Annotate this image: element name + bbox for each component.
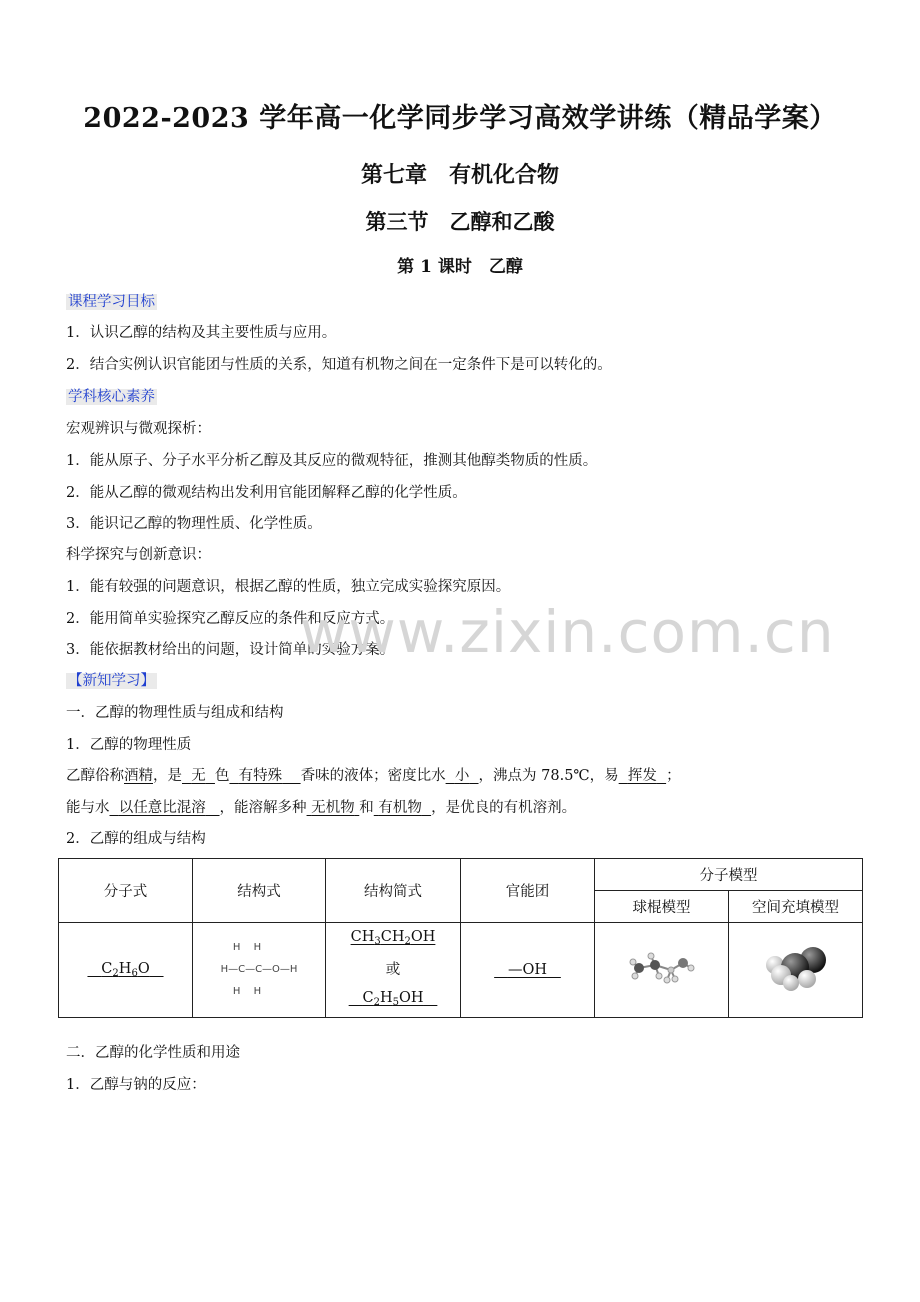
science-item: 1．能有较强的问题意识，根据乙醇的性质，独立完成实验探究原因。: [66, 579, 511, 595]
answer-smell: 有特殊: [238, 768, 283, 784]
section-title: 第三节 乙醇和乙酸: [365, 209, 555, 234]
chapter-title: 第七章 有机化合物: [360, 162, 559, 188]
science-item: 2．能用简单实验探究乙醇反应的条件和反应方式。: [66, 611, 395, 627]
answer-inorganic: 无机物: [311, 800, 355, 816]
header-formula: 分子式: [59, 859, 193, 923]
cell-functional: —OH: [461, 923, 595, 1018]
composition-title: 2．乙醇的组成与结构: [66, 831, 206, 847]
goal-item: 2．结合实例认识官能团与性质的关系，知道有机物之间在一定条件下是可以转化的。: [66, 357, 612, 373]
header-ball-stick: 球棍模型: [595, 891, 729, 923]
part2-title: 二．乙醇的化学性质和用途: [66, 1045, 240, 1061]
goal-item: 1．认识乙醇的结构及其主要性质与应用。: [66, 325, 337, 341]
cell-space-fill: [729, 923, 863, 1018]
ball-stick-model-image: [627, 948, 697, 988]
physical-props-title: 1．乙醇的物理性质: [66, 737, 192, 753]
goals-heading: 课程学习目标: [68, 294, 155, 310]
answer-organic: 有机物: [378, 800, 422, 816]
header-condensed: 结构简式: [326, 859, 461, 923]
structural-top-h: H H: [232, 942, 262, 953]
new-knowledge-heading: 【新知学习】: [68, 673, 155, 689]
sodium-reaction-title: 1．乙醇与钠的反应：: [66, 1077, 206, 1093]
answer-color: 无: [191, 768, 206, 784]
answer-miscible: 以任意比混溶: [118, 800, 206, 816]
document-title: 2022-2023 学年高一化学同步学习高效学讲练（精品学案）: [83, 103, 837, 134]
answer-alias: 酒精: [124, 768, 153, 784]
header-structural: 结构式: [193, 859, 326, 923]
cell-structural: [193, 923, 326, 1018]
cell-formula: $C_2H_6O$: [59, 923, 193, 1018]
physical-props-paragraph: 乙醇俗称酒精，是 无 色 有特殊 香味的液体；密度比水 小 ，沸点为 78.5℃，易 挥发 ；: [66, 768, 681, 784]
science-item: 3．能依据教材给出的问题，设计简单的实验方案。: [66, 642, 395, 658]
cell-condensed: $CH_3CH_2OH$ 或 $C_2H_5OH$: [326, 923, 461, 1018]
answer-volatile: 挥发: [627, 768, 657, 784]
cell-ball-stick: [595, 923, 729, 1018]
watermark: www.zixin.com.cn: [300, 598, 835, 666]
structure-table: [58, 858, 863, 1018]
header-space-fill: 空间充填模型: [729, 891, 863, 923]
macro-item: 3．能识记乙醇的物理性质、化学性质。: [66, 516, 322, 532]
macro-title: 宏观辨识与微观探析：: [66, 421, 211, 437]
structural-chain: H—C—C—O—H: [220, 964, 298, 975]
part1-title: 一．乙醇的物理性质与组成和结构: [66, 705, 284, 721]
answer-density: 小: [454, 768, 470, 784]
solubility-paragraph: 能与水 以任意比混溶 ，能溶解多种 无机物 和 有机物 ，是优良的有机溶剂。: [66, 800, 577, 816]
header-model: 分子模型: [595, 859, 863, 891]
literacy-heading: 学科核心素养: [68, 389, 155, 405]
macro-item: 2．能从乙醇的微观结构出发利用官能团解释乙醇的化学性质。: [66, 485, 467, 501]
structural-bottom-h: H H: [232, 986, 262, 997]
space-fill-model-image: [761, 943, 831, 993]
lesson-title: 第 1 课时 乙醇: [397, 257, 523, 277]
header-functional: 官能团: [461, 859, 595, 923]
or-text: 或: [385, 962, 401, 978]
macro-item: 1．能从原子、分子水平分析乙醇及其反应的微观特征，推测其他醇类物质的性质。: [66, 453, 598, 469]
science-title: 科学探究与创新意识：: [66, 547, 211, 563]
